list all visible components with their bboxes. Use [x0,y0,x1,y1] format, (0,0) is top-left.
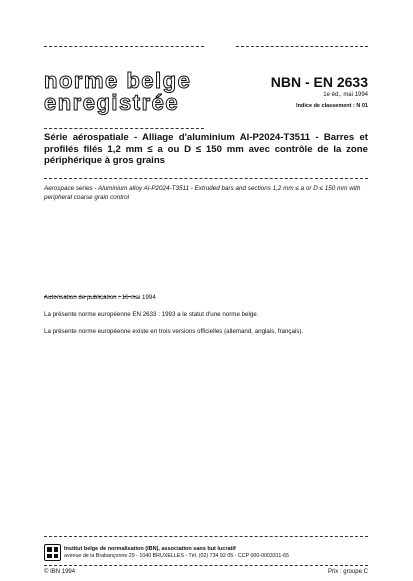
title-rule-bottom [44,178,368,179]
institute-address: avenue de la Brabançonne 29 - 1040 BRUXELLES - Tél. (02) 734 92 05 - CCP 000-0003311-65 [64,553,289,559]
edition-date: 1e éd., mai 1994 [323,92,368,98]
status-statement: La présente norme européenne EN 2633 : 1993 a le statut d'une norme belge. [44,311,259,318]
price-group: Prix : groupe C [327,569,368,575]
title-line-1: norme belge [44,68,192,93]
footer-rule-bottom [44,565,368,566]
footer-rule-top [44,536,368,537]
header-rule-right [236,46,368,47]
versions-statement: La présente norme européenne existe en trois versions officielles (allemand, anglais, français). [44,328,304,335]
title-rule-left [44,128,204,129]
classification-index: Indice de classement : N 01 [296,103,368,109]
publication-date: Autorisation de publication : 16 mai 1994 [44,294,156,301]
ibn-logo-icon [44,544,61,561]
document-title-en: Aerospace series - Aluminium alloy Al-P2024-T3511 - Extruded bars and sections 1,2 mm ≤ a or D ≤ 150 mm with peripheral coarse grain control [44,185,361,201]
institute-name: Institut belge de normalisation (IBN), association sans but lucratif [64,546,236,552]
document-title-fr: Série aérospatiale - Alliage d'aluminium Al-P2024-T3511 - Barres et profilés filés 1,2 mm ≤ a ou D ≤ 150 mm avec contrôle de la zone périphérique à gros grains [44,132,368,166]
header-rule-left [44,46,204,47]
standard-number: NBN - EN 2633 [270,74,368,90]
title-line-2: enregistrée [44,90,180,115]
copyright: © IBN 1994 [44,569,76,575]
